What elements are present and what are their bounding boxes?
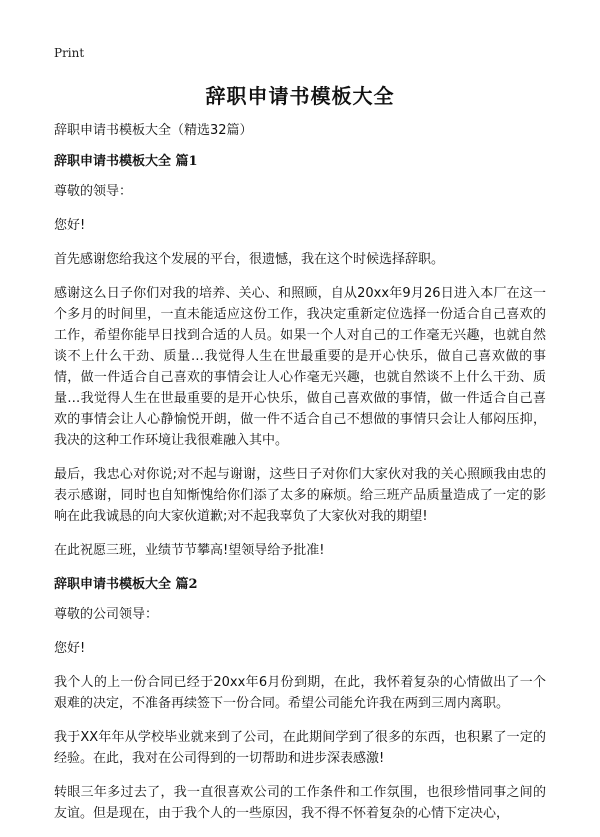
paragraph: 感谢这么日子你们对我的培养、关心、和照顾，自从20xx年9月26日进入本厂在这一个多月的时间里，一直未能适应这份工作，我决定重新定位选择一份适合自己喜欢的工作，希望你能早日找到合适的人员。如果一个人对自己的工作毫无兴趣，也就自然谈不上什么干劲、质量…我觉得人生在世最重要的是开心快乐，做自己喜欢做的事情，做一件适合自己喜欢的事情会让人心作毫无兴趣，也就自然谈不上什么干劲、质量…我觉得人生在世最重要的是开心快乐，做自己喜欢做的事情，做一件适合自己喜欢的事情会让人心静愉悦开朗，做一件不适合自己不想做的事情只会让人郁闷压抑，我决的这种工作环境让我很难融入其中。	[54, 286, 546, 448]
document-body	[54, 120, 546, 837]
document-subtitle: 辞职申请书模板大全（精选32篇）	[54, 123, 253, 138]
paragraph: 在此祝愿三班，业绩节节攀高!望领导给予批准!	[54, 543, 325, 558]
salutation: 尊敬的公司领导：	[54, 607, 159, 622]
section-heading: 辞职申请书模板大全 篇2	[54, 577, 198, 592]
greeting: 您好!	[54, 641, 86, 656]
page-title: 辞职申请书模板大全	[205, 84, 395, 108]
paragraph: 首先感谢您给我这个发展的平台，很遗憾，我在这个时候选择辞职。	[54, 252, 445, 267]
section-heading: 辞职申请书模板大全 篇1	[54, 154, 198, 169]
paragraph: 我于XX年年从学校毕业就来到了公司，在此期间学到了很多的东西，也积累了一定的经验。在此，我对在公司得到的一切帮助和进步深表感激!	[54, 730, 546, 766]
section-2	[54, 574, 546, 824]
greeting: 您好!	[54, 218, 86, 233]
paragraph: 我个人的上一份合同已经于20xx年6月份到期，在此，我怀着复杂的心情做出了一个艰难的决定，不准备再续签下一份合同。希望公司能允许我在两到三周内离职。	[54, 675, 546, 711]
paragraph: 最后，我忠心对你说;对不起与谢谢，这些日子对你们大家伙对我的关心照顾我由忠的表示感谢，同时也自知惭愧给你们添了太多的麻烦。给三班产品质量造成了一定的影响在此我诚恳的向大家伙道歉;对不起我辜负了大家伙对我的期望!	[54, 467, 546, 524]
salutation: 尊敬的领导：	[54, 184, 133, 199]
paragraph: 转眼三年多过去了，我一直很喜欢公司的工作条件和工作氛围，也很珍惜同事之间的友谊。但是现在，由于我个人的一些原因，我不得不怀着复杂的心情下定决心，	[54, 785, 546, 821]
section-1	[54, 151, 546, 561]
print-link[interactable]: Print	[54, 46, 85, 60]
